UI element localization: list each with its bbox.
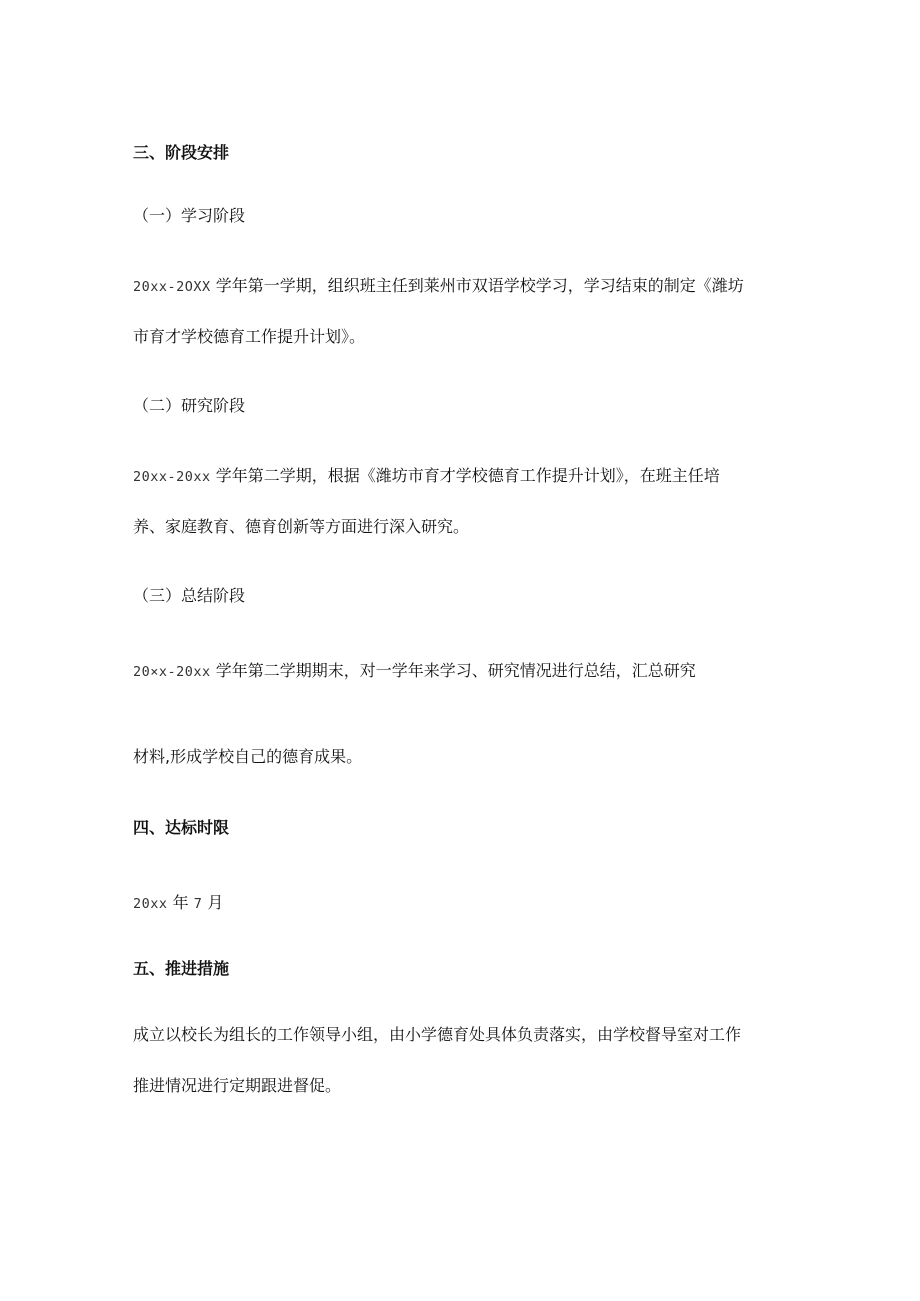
section-heading-stage-arrangement: 三、阶段安排 — [133, 143, 230, 162]
subsection-title-study: （一）学习阶段 — [133, 206, 246, 225]
deadline-month-number: 7 — [193, 896, 203, 912]
subsection-title-research: （二）研究阶段 — [133, 396, 246, 415]
summary-paragraph-line-1 — [133, 660, 696, 683]
study-years: 20xx-2OXX — [133, 279, 211, 295]
subsection-title-summary: （三）总结阶段 — [133, 586, 246, 605]
measures-paragraph-line-1: 成立以校长为组长的工作领导小组，由小学德育处具体负责落实，由学校督导室对工作 — [133, 1025, 742, 1044]
research-text-1: 学年第二学期，根据《潍坊市育才学校德育工作提升计划》，在班主任培 — [210, 466, 720, 485]
study-text-1: 学年第一学期，组织班主任到莱州市双语学校学习，学习结束的制定《潍坊 — [210, 276, 744, 295]
summary-paragraph-line-2: 材料,形成学校自己的德育成果。 — [133, 747, 363, 766]
section-heading-deadline: 四、达标时限 — [133, 818, 230, 837]
summary-years: 20×x-20xx — [133, 664, 211, 680]
study-paragraph-line-1 — [133, 275, 744, 298]
deadline-year-number: 20xx — [133, 896, 168, 912]
deadline-year-char: 年 — [167, 893, 194, 912]
deadline-month-char: 月 — [202, 893, 224, 912]
study-paragraph-line-2: 市育才学校德育工作提升计划》。 — [133, 327, 366, 346]
measures-paragraph-line-2: 推进情况进行定期跟进督促。 — [133, 1076, 342, 1095]
research-years: 20xx-20xx — [133, 469, 211, 485]
section-heading-measures: 五、推进措施 — [133, 959, 230, 978]
summary-text-1: 学年第二学期期末，对一学年来学习、研究情况进行总结，汇总研究 — [210, 661, 696, 680]
research-paragraph-line-1 — [133, 465, 720, 488]
research-paragraph-line-2: 养、家庭教育、德育创新等方面进行深入研究。 — [133, 517, 470, 536]
deadline-value — [133, 892, 223, 915]
